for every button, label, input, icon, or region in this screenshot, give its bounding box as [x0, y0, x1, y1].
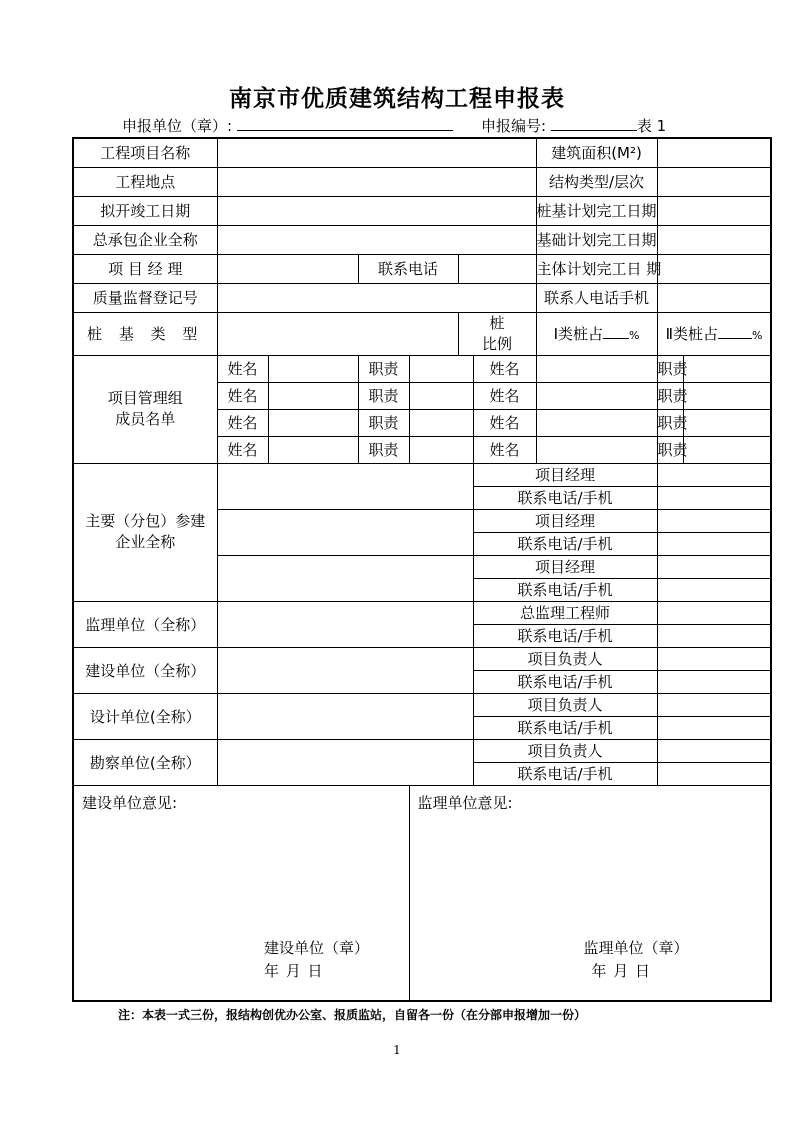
- foundation-plan-label: 基础计划完工日期: [536, 225, 657, 254]
- team-name-label: 姓名: [473, 355, 536, 382]
- team-duty-label: 职责: [358, 382, 409, 409]
- survey-unit-value[interactable]: [217, 739, 473, 785]
- start-end-date-label: 拟开竣工日期: [73, 196, 217, 225]
- application-number-field[interactable]: [551, 115, 637, 131]
- team-duty-value[interactable]: [409, 382, 473, 409]
- class1-pile-ratio[interactable]: Ⅰ类桩占 %: [536, 312, 657, 355]
- application-number-label: 申报编号:: [481, 117, 547, 135]
- row-project-name: [73, 138, 771, 167]
- team-duty-label: 职责: [657, 436, 683, 463]
- survey-row: [73, 739, 771, 762]
- supervisor-opinion-label: 监理单位意见:: [417, 793, 513, 812]
- supervision-unit-value[interactable]: [217, 601, 473, 647]
- team-duty-label: 职责: [657, 382, 683, 409]
- building-area-value[interactable]: [657, 138, 771, 167]
- main-plan-value[interactable]: [657, 254, 771, 283]
- construction-unit-value[interactable]: [217, 647, 473, 693]
- contact-mobile-value[interactable]: [657, 283, 771, 312]
- start-end-date-value[interactable]: [217, 196, 536, 225]
- row-quality: [73, 283, 771, 312]
- team-duty-label: 职责: [358, 355, 409, 382]
- construction-row: [73, 647, 771, 670]
- form-title: 南京市优质建筑结构工程申报表: [229, 85, 565, 112]
- pile-type-value[interactable]: [217, 312, 458, 355]
- team-duty-label: 职责: [358, 436, 409, 463]
- subcontract-manager-label: 项目经理: [473, 509, 657, 532]
- row-pile-type: [73, 312, 771, 355]
- row-manager: [73, 254, 771, 283]
- table-number: 表 1: [636, 117, 667, 135]
- subcontract-row: [73, 463, 771, 486]
- subcontract-phone-label: 联系电话/手机: [473, 578, 657, 601]
- subcontract-phone-label: 联系电话/手机: [473, 486, 657, 509]
- team-name-label: 姓名: [473, 436, 536, 463]
- row-dates: [73, 196, 771, 225]
- survey-unit-label: 勘察单位(全称）: [73, 739, 217, 785]
- team-name-value[interactable]: [268, 382, 358, 409]
- team-duty-value[interactable]: [683, 409, 771, 436]
- structure-type-label: 结构类型/层次: [536, 167, 657, 196]
- team-duty-value[interactable]: [409, 409, 473, 436]
- supervision-row: [73, 601, 771, 624]
- builder-seal-label: 建设单位（章）: [264, 938, 370, 957]
- design-head-value[interactable]: [657, 693, 771, 716]
- chief-engineer-label: 总监理工程师: [473, 601, 657, 624]
- design-phone-label: 联系电话/手机: [473, 716, 657, 739]
- quality-reg-value[interactable]: [217, 283, 536, 312]
- applicant-unit-field[interactable]: [237, 115, 453, 131]
- team-name-value[interactable]: [536, 382, 657, 409]
- supervision-phone-label: 联系电话/手机: [473, 624, 657, 647]
- survey-head-value[interactable]: [657, 739, 771, 762]
- pile-type-label: 桩 基 类 型: [73, 312, 217, 355]
- applicant-unit-label: 申报单位（章）:: [122, 117, 233, 135]
- team-name-value[interactable]: [536, 409, 657, 436]
- project-name-label: 工程项目名称: [73, 138, 217, 167]
- team-name-value[interactable]: [268, 355, 358, 382]
- location-value[interactable]: [217, 167, 536, 196]
- quality-reg-label: 质量监督登记号: [73, 283, 217, 312]
- subcontract-manager-value[interactable]: [657, 555, 771, 578]
- team-duty-value[interactable]: [683, 382, 771, 409]
- design-row: [73, 693, 771, 716]
- row-location: [73, 167, 771, 196]
- team-name-label: 姓名: [217, 436, 268, 463]
- design-unit-label: 设计单位(全称）: [73, 693, 217, 739]
- construction-phone-label: 联系电话/手机: [473, 670, 657, 693]
- design-phone-value[interactable]: [657, 716, 771, 739]
- team-name-value[interactable]: [268, 409, 358, 436]
- team-name-value[interactable]: [268, 436, 358, 463]
- survey-phone-value[interactable]: [657, 762, 771, 785]
- subcontract-label: 主要（分包）参建 企业全称: [73, 463, 217, 601]
- construction-head-value[interactable]: [657, 647, 771, 670]
- row-contractor: [73, 225, 771, 254]
- page-number: 1: [393, 1043, 401, 1057]
- contact-phone-label: 联系电话: [358, 254, 458, 283]
- pile-plan-value[interactable]: [657, 196, 771, 225]
- team-duty-label: 职责: [657, 355, 683, 382]
- project-name-value[interactable]: [217, 138, 536, 167]
- contact-phone-value[interactable]: [458, 254, 536, 283]
- application-number-line: [481, 115, 666, 136]
- team-duty-label: 职责: [358, 409, 409, 436]
- team-name-value[interactable]: [536, 436, 657, 463]
- builder-date: 年 月 日: [264, 961, 324, 980]
- pile-ratio-label: 桩 比例: [458, 312, 536, 355]
- subcontract-phone-value[interactable]: [657, 578, 771, 601]
- location-label: 工程地点: [73, 167, 217, 196]
- team-name-label: 姓名: [217, 355, 268, 382]
- team-label: 项目管理组 成员名单: [73, 355, 217, 463]
- team-name-label: 姓名: [473, 382, 536, 409]
- subcontract-company-value[interactable]: [217, 555, 473, 601]
- project-manager-value[interactable]: [217, 254, 358, 283]
- team-name-label: 姓名: [217, 409, 268, 436]
- structure-type-value[interactable]: [657, 167, 771, 196]
- team-duty-value[interactable]: [683, 436, 771, 463]
- team-duty-value[interactable]: [409, 436, 473, 463]
- applicant-unit-line: [122, 115, 453, 136]
- subcontract-manager-value[interactable]: [657, 509, 771, 532]
- builder-opinion-box[interactable]: [73, 785, 409, 1001]
- survey-head-label: 项目负责人: [473, 739, 657, 762]
- team-duty-value[interactable]: [409, 355, 473, 382]
- subcontract-manager-label: 项目经理: [473, 555, 657, 578]
- pile-plan-label: 桩基计划完工日期: [536, 196, 657, 225]
- foundation-plan-value[interactable]: [657, 225, 771, 254]
- subcontract-manager-value[interactable]: [657, 463, 771, 486]
- team-name-value[interactable]: [536, 355, 657, 382]
- team-name-label: 姓名: [473, 409, 536, 436]
- class2-pile-ratio[interactable]: Ⅱ类桩占 %: [657, 312, 771, 355]
- application-form-table: [72, 137, 772, 1002]
- team-name-label: 姓名: [217, 382, 268, 409]
- construction-phone-value[interactable]: [657, 670, 771, 693]
- design-head-label: 项目负责人: [473, 693, 657, 716]
- design-unit-value[interactable]: [217, 693, 473, 739]
- opinions-row: [73, 785, 771, 1001]
- building-area-label: 建筑面积(M²): [536, 138, 657, 167]
- subcontract-company-value[interactable]: [217, 463, 473, 509]
- contractor-label: 总承包企业全称: [73, 225, 217, 254]
- subcontract-phone-value[interactable]: [657, 532, 771, 555]
- subcontract-company-value[interactable]: [217, 509, 473, 555]
- subcontract-manager-label: 项目经理: [473, 463, 657, 486]
- chief-engineer-value[interactable]: [657, 601, 771, 624]
- team-duty-label: 职责: [657, 409, 683, 436]
- project-manager-label: 项 目 经 理: [73, 254, 217, 283]
- subcontract-phone-value[interactable]: [657, 486, 771, 509]
- supervisor-opinion-box[interactable]: [409, 785, 771, 1001]
- contact-mobile-label: 联系人电话手机: [536, 283, 657, 312]
- contractor-value[interactable]: [217, 225, 536, 254]
- construction-unit-label: 建设单位（全称）: [73, 647, 217, 693]
- subcontract-phone-label: 联系电话/手机: [473, 532, 657, 555]
- builder-opinion-label: 建设单位意见:: [82, 793, 178, 812]
- construction-head-label: 项目负责人: [473, 647, 657, 670]
- supervision-unit-label: 监理单位（全称）: [73, 601, 217, 647]
- footnote: 注：本表一式三份，报结构创优办公室、报质监站，自留各一份（在分部申报增加一份）: [118, 1008, 587, 1022]
- team-row: [73, 355, 771, 382]
- supervisor-seal-label: 监理单位（章）: [583, 938, 689, 957]
- supervisor-date: 年 月 日: [591, 961, 652, 980]
- survey-phone-label: 联系电话/手机: [473, 762, 657, 785]
- team-duty-value[interactable]: [683, 355, 771, 382]
- main-plan-label: 主体计划完工日 期: [536, 254, 657, 283]
- supervision-phone-value[interactable]: [657, 624, 771, 647]
